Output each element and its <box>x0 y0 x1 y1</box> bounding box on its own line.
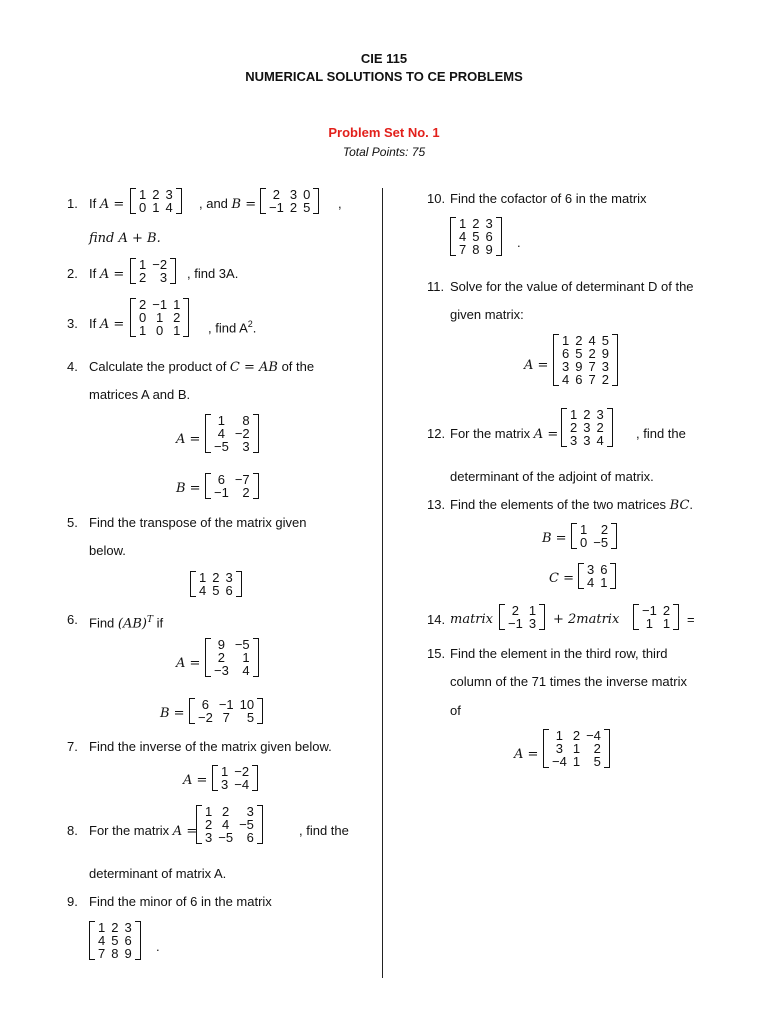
matrix-cell: 0 <box>139 200 147 215</box>
matrix-q13-b <box>571 523 617 549</box>
matrix-cell: 6 <box>225 583 233 598</box>
matrix-cell: 2 <box>601 372 609 387</box>
matrix-cell: 6 <box>124 933 132 948</box>
bracket-right <box>313 188 319 214</box>
matrix-cell: 3 <box>205 830 213 845</box>
matrix-cell: −5 <box>218 830 234 845</box>
matrix-cell: 2 <box>139 270 147 285</box>
matrix-cell: 2 <box>570 420 578 435</box>
bracket-left <box>196 805 202 844</box>
bracket-right <box>610 563 616 589</box>
matrix-cell: −2 <box>234 764 250 779</box>
matrix-cell: 2 <box>272 187 281 202</box>
matrix-cell: 6 <box>201 697 210 712</box>
bracket-left <box>190 571 196 597</box>
matrix-q8-a <box>196 805 263 844</box>
bracket-right <box>539 604 545 630</box>
matrix-cell: 3 <box>583 420 591 435</box>
bracket-left <box>260 188 266 214</box>
matrix-cell: 0 <box>580 535 588 550</box>
matrix-cell: −2 <box>234 426 250 441</box>
bracket-right <box>607 408 613 447</box>
problem-number: 3. <box>67 316 78 331</box>
bracket-left <box>212 765 218 791</box>
matrix-cell: 6 <box>246 830 254 845</box>
matrix-cell: 2 <box>173 310 181 325</box>
matrix-cell: 5 <box>303 200 311 215</box>
bracket-right <box>496 217 502 256</box>
bracket-left <box>130 298 136 337</box>
matrix-cell: 1 <box>555 728 564 743</box>
matrix-cell: 8 <box>111 946 119 961</box>
matrix-cell: 1 <box>173 297 181 312</box>
matrix-cell: 2 <box>593 741 601 756</box>
matrix-cell: 10 <box>239 697 255 712</box>
matrix-q14-a <box>499 604 545 630</box>
matrix-cell: 2 <box>242 485 250 500</box>
matrix-cell: −7 <box>234 472 250 487</box>
matrix-cell: 6 <box>485 229 493 244</box>
matrix-cell: 3 <box>485 216 493 231</box>
matrix-cell: 1 <box>199 570 207 585</box>
bracket-left <box>561 408 567 447</box>
problem-number: 4. <box>67 359 78 374</box>
matrix-cell: −4 <box>552 754 567 769</box>
bracket-right <box>236 571 242 597</box>
problem-number: 7. <box>67 739 78 754</box>
matrix-cell: 1 <box>572 741 581 756</box>
problem-number: 6. <box>67 612 78 627</box>
matrix-cell: 2 <box>600 522 609 537</box>
matrix-cell: 5 <box>212 583 220 598</box>
matrix-q2-a <box>130 258 176 284</box>
matrix-cell: 2 <box>575 333 583 348</box>
problem-number: 9. <box>67 894 78 909</box>
bracket-left <box>205 638 211 677</box>
bracket-right <box>604 729 610 768</box>
problem-number: 15. <box>427 646 446 661</box>
matrix-cell: 3 <box>221 777 229 792</box>
matrix-cell: 1 <box>580 522 588 537</box>
matrix-cell: 7 <box>588 359 596 374</box>
matrix-q9 <box>89 921 141 960</box>
matrix-cell: −4 <box>234 777 250 792</box>
matrix-cell: 4 <box>199 583 207 598</box>
matrix-cell: 2 <box>217 650 226 665</box>
bracket-left <box>130 258 136 284</box>
bracket-left <box>205 473 211 499</box>
matrix-cell: 1 <box>173 323 181 338</box>
matrix-cell: −5 <box>239 817 254 832</box>
problem-number: 5. <box>67 515 78 530</box>
bracket-left <box>189 698 195 724</box>
matrix-q3-a <box>130 298 189 337</box>
bracket-right <box>253 414 259 453</box>
matrix-cell: −5 <box>593 535 609 550</box>
matrix-cell: 3 <box>246 804 254 819</box>
problem-number: 2. <box>67 266 78 281</box>
matrix-cell: −2 <box>198 710 213 725</box>
matrix-cell: 3 <box>596 407 604 422</box>
bracket-left <box>633 604 639 630</box>
matrix-cell: 2 <box>511 603 520 618</box>
matrix-cell: 2 <box>572 728 581 743</box>
document-header <box>0 50 768 160</box>
matrix-cell: −1 <box>642 603 657 618</box>
matrix-cell: 3 <box>159 270 168 285</box>
matrix-q12-a <box>561 408 613 447</box>
matrix-cell: 2 <box>583 407 591 422</box>
matrix-cell: 7 <box>588 372 596 387</box>
matrix-cell: 3 <box>528 616 537 631</box>
matrix-cell: 9 <box>485 242 493 257</box>
matrix-cell: 3 <box>225 570 233 585</box>
matrix-cell: 3 <box>289 187 298 202</box>
matrix-cell: 4 <box>222 817 230 832</box>
matrix-q6-a <box>205 638 259 677</box>
bracket-right <box>612 334 618 386</box>
matrix-cell: 8 <box>472 242 480 257</box>
bracket-right <box>673 604 679 630</box>
matrix-cell: 3 <box>242 439 250 454</box>
matrix-cell: 2 <box>222 804 230 819</box>
problem-number: 10. <box>427 191 446 206</box>
bracket-left <box>543 729 549 768</box>
matrix-cell: −2 <box>152 257 168 272</box>
matrix-cell: 1 <box>242 650 250 665</box>
matrix-cell: 5 <box>575 346 583 361</box>
matrix-cell: 5 <box>593 754 601 769</box>
matrix-cell: −1 <box>214 485 229 500</box>
matrix-cell: 2 <box>212 570 220 585</box>
matrix-cell: −5 <box>234 637 250 652</box>
bracket-right <box>257 698 263 724</box>
matrix-q6-b <box>189 698 263 724</box>
matrix-cell: 9 <box>575 359 583 374</box>
matrix-cell: 1 <box>98 920 106 935</box>
matrix-cell: 5 <box>601 333 609 348</box>
bracket-right <box>257 805 263 844</box>
matrix-cell: 9 <box>601 346 609 361</box>
course-code: CIE 115 <box>360 51 408 66</box>
matrix-cell: 3 <box>555 741 564 756</box>
bracket-left <box>89 921 95 960</box>
matrix-cell: −1 <box>508 616 523 631</box>
matrix-q11-a <box>553 334 618 386</box>
matrix-cell: 9 <box>124 946 132 961</box>
matrix-cell: 2 <box>662 603 671 618</box>
matrix-q15-a <box>543 729 610 768</box>
bracket-left <box>499 604 505 630</box>
problem-number: 1. <box>67 196 78 211</box>
matrix-cell: 2 <box>111 920 119 935</box>
matrix-cell: 2 <box>472 216 480 231</box>
matrix-cell: 3 <box>165 187 173 202</box>
matrix-cell: 3 <box>562 359 570 374</box>
matrix-cell: 6 <box>600 562 608 577</box>
matrix-cell: 3 <box>587 562 595 577</box>
matrix-cell: 1 <box>205 804 213 819</box>
matrix-cell: 6 <box>575 372 583 387</box>
matrix-cell: −1 <box>152 297 168 312</box>
bracket-right <box>183 298 189 337</box>
matrix-cell: 2 <box>596 420 604 435</box>
matrix-q4-a <box>205 414 259 453</box>
matrix-cell: 4 <box>587 575 595 590</box>
matrix-cell: 6 <box>217 472 226 487</box>
matrix-cell: 1 <box>572 754 581 769</box>
matrix-cell: 4 <box>165 200 173 215</box>
matrix-cell: 1 <box>459 216 467 231</box>
course-title: NUMERICAL SOLUTIONS TO CE PROBLEMS <box>245 69 523 84</box>
matrix-cell: 4 <box>98 933 106 948</box>
matrix-cell: 4 <box>217 426 226 441</box>
matrix-cell: 1 <box>645 616 654 631</box>
matrix-cell: 6 <box>562 346 570 361</box>
matrix-cell: 9 <box>217 637 226 652</box>
problem-number: 11. <box>427 279 445 294</box>
matrix-cell: −5 <box>214 439 229 454</box>
matrix-q1-b <box>260 188 319 214</box>
matrix-cell: 8 <box>242 413 250 428</box>
matrix-cell: 2 <box>289 200 298 215</box>
matrix-cell: 1 <box>156 310 164 325</box>
bracket-left <box>205 414 211 453</box>
matrix-cell: 3 <box>124 920 132 935</box>
total-points: Total Points: 75 <box>342 145 426 159</box>
bracket-right <box>253 638 259 677</box>
bracket-right <box>170 258 176 284</box>
problem-number: 8. <box>67 823 78 838</box>
matrix-cell: 4 <box>588 333 596 348</box>
matrix-cell: 3 <box>601 359 609 374</box>
bracket-right <box>611 523 617 549</box>
matrix-cell: 7 <box>222 710 230 725</box>
matrix-cell: 1 <box>139 323 147 338</box>
matrix-cell: 4 <box>596 433 604 448</box>
matrix-cell: −4 <box>586 728 601 743</box>
matrix-cell: 3 <box>570 433 578 448</box>
matrix-cell: 4 <box>562 372 570 387</box>
matrix-cell: 5 <box>246 710 255 725</box>
matrix-cell: 1 <box>562 333 570 348</box>
matrix-q1-a <box>130 188 182 214</box>
matrix-cell: −1 <box>218 697 234 712</box>
matrix-cell: 1 <box>217 413 226 428</box>
bracket-right <box>176 188 182 214</box>
matrix-cell: 2 <box>152 187 160 202</box>
matrix-cell: −1 <box>269 200 284 215</box>
matrix-cell: 1 <box>570 407 578 422</box>
bracket-right <box>135 921 141 960</box>
column-divider <box>382 188 383 978</box>
matrix-cell: 1 <box>600 575 608 590</box>
matrix-cell: 0 <box>303 187 311 202</box>
bracket-left <box>450 217 456 256</box>
matrix-q10 <box>450 217 502 256</box>
matrix-cell: 1 <box>152 200 160 215</box>
matrix-cell: 1 <box>221 764 229 779</box>
bracket-left <box>130 188 136 214</box>
matrix-q14-b <box>633 604 679 630</box>
matrix-cell: 2 <box>205 817 213 832</box>
bracket-right <box>252 765 258 791</box>
problem-number: 13. <box>427 497 446 512</box>
problem-set-title: Problem Set No. 1 <box>328 125 440 140</box>
matrix-cell: 0 <box>156 323 164 338</box>
matrix-cell: 4 <box>459 229 467 244</box>
problem-number: 14. <box>427 612 446 627</box>
matrix-cell: 3 <box>583 433 591 448</box>
matrix-cell: 7 <box>98 946 106 961</box>
matrix-cell: 2 <box>139 297 147 312</box>
bracket-left <box>553 334 559 386</box>
matrix-cell: 4 <box>242 663 250 678</box>
matrix-cell: 0 <box>139 310 147 325</box>
matrix-cell: 1 <box>528 603 537 618</box>
bracket-left <box>571 523 577 549</box>
problem-number: 12. <box>427 426 446 441</box>
matrix-cell: 1 <box>662 616 671 631</box>
bracket-left <box>578 563 584 589</box>
matrix-cell: 7 <box>459 242 467 257</box>
matrix-q13-c <box>578 563 616 589</box>
matrix-cell: 1 <box>139 187 147 202</box>
matrix-cell: 2 <box>588 346 596 361</box>
matrix-cell: 5 <box>472 229 480 244</box>
bracket-right <box>253 473 259 499</box>
matrix-q7-a <box>212 765 258 791</box>
matrix-cell: −3 <box>214 663 229 678</box>
matrix-q4-b <box>205 473 259 499</box>
matrix-q5 <box>190 571 242 597</box>
matrix-cell: 1 <box>139 257 147 272</box>
matrix-cell: 5 <box>111 933 119 948</box>
